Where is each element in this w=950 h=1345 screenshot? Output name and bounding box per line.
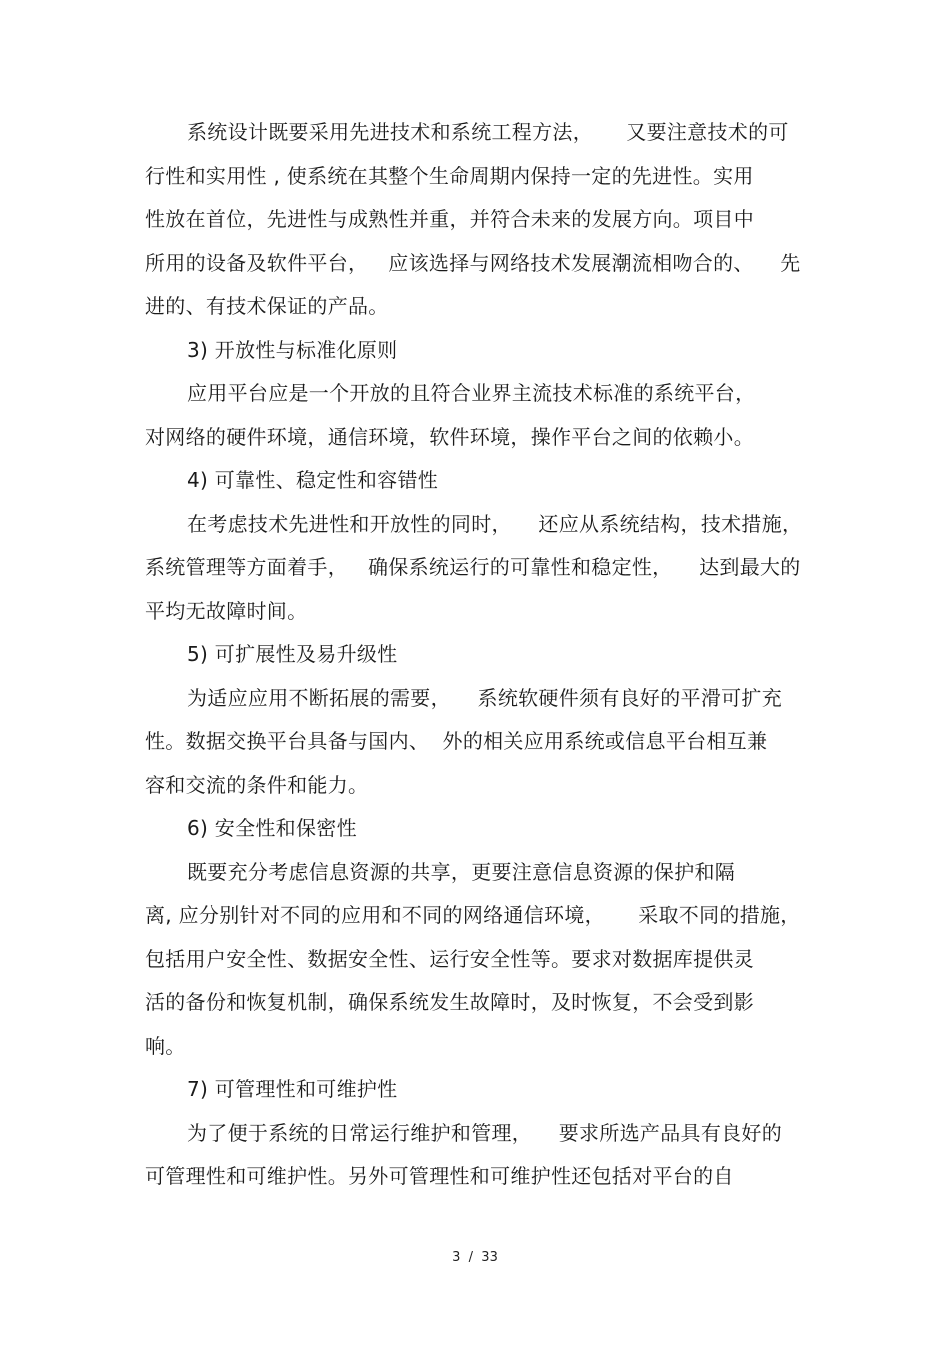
paragraph-line: 容和交流的条件和能力。 — [145, 773, 369, 797]
paragraph-line: 系统设计既要采用先进技术和系统工程方法， 又要注意技术的可 — [187, 120, 789, 144]
paragraph-line: 响。 — [145, 1034, 186, 1058]
section-heading: 6) 安全性和保密性 — [187, 816, 357, 840]
paragraph-line: 性放在首位，先进性与成熟性并重，并符合未来的发展方向。项目中 — [145, 207, 754, 231]
paragraph-line: 既要充分考虑信息资源的共享，更要注意信息资源的保护和隔 — [187, 860, 736, 884]
section-heading: 4) 可靠性、稳定性和容错性 — [187, 468, 439, 492]
paragraph-line: 对网络的硬件环境，通信环境，软件环境，操作平台之间的依赖小。 — [145, 425, 754, 449]
paragraph-line: 系统管理等方面着手， 确保系统运行的可靠性和稳定性， 达到最大的 — [145, 555, 801, 579]
paragraph-line: 所用的设备及软件平台， 应该选择与网络技术发展潮流相吻合的、 先 — [145, 251, 801, 275]
paragraph-line: 活的备份和恢复机制，确保系统发生故障时，及时恢复，不会受到影 — [145, 990, 754, 1014]
paragraph-line: 为适应应用不断拓展的需要， 系统软硬件须有良好的平滑可扩充 — [187, 686, 783, 710]
section-heading: 5) 可扩展性及易升级性 — [187, 642, 398, 666]
paragraph-line: 应用平台应是一个开放的且符合业界主流技术标准的系统平台， — [187, 381, 756, 405]
paragraph-line: 平均无故障时间。 — [145, 599, 308, 623]
section-heading: 7) 可管理性和可维护性 — [187, 1077, 398, 1101]
paragraph-line: 包括用户安全性、数据安全性、运行安全性等。要求对数据库提供灵 — [145, 947, 754, 971]
paragraph-line: 行性和实用性 , 使系统在其整个生命周期内保持一定的先进性。实用 — [145, 164, 754, 188]
paragraph-line: 为了便于系统的日常运行维护和管理， 要求所选产品具有良好的 — [187, 1121, 783, 1145]
paragraph-line: 性。数据交换平台具备与国内、 外的相关应用系统或信息平台相互兼 — [145, 729, 768, 753]
paragraph-line: 离, 应分别针对不同的应用和不同的网络通信环境， 采取不同的措施， — [145, 903, 801, 927]
paragraph-line: 可管理性和可维护性。另外可管理性和可维护性还包括对平台的自 — [145, 1164, 734, 1188]
paragraph-line: 在考虑技术先进性和开放性的同时， 还应从系统结构，技术措施， — [187, 512, 803, 536]
paragraph-line: 进的、有技术保证的产品。 — [145, 294, 389, 318]
section-heading: 3) 开放性与标准化原则 — [187, 338, 398, 362]
page-number: 3 / 33 — [452, 1250, 498, 1265]
